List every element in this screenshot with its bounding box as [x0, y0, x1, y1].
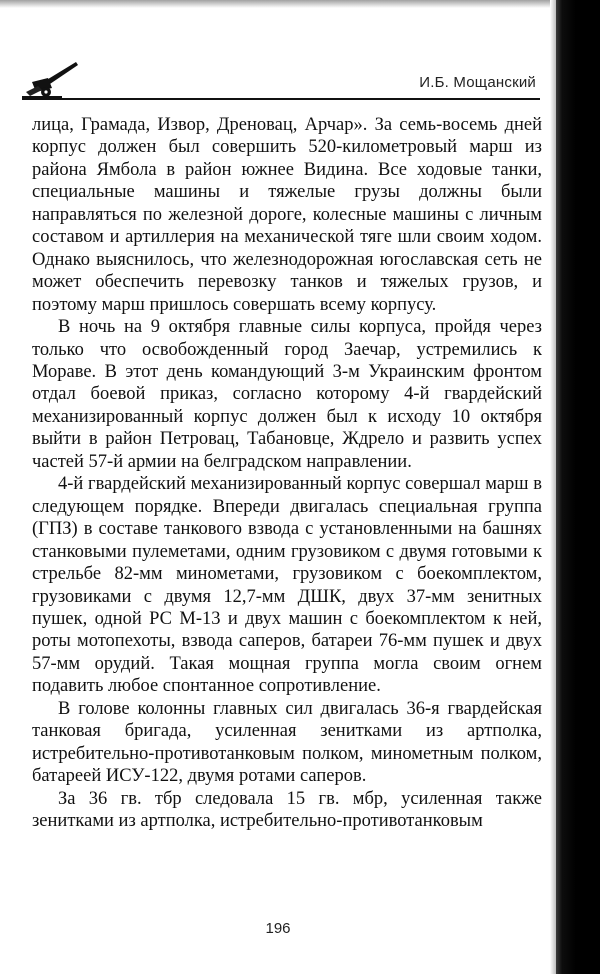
book-spine: [556, 0, 600, 974]
paragraph: За 36 гв. тбр следовала 15 гв. мбр, усиленная также зенитками из артполка, истребительно-противотанковым: [32, 788, 542, 832]
paragraph: В голове колонны главных сил двигалась 36-я гвардейская танковая бригада, усиленная зенитками из артполка, истребительно-противотанковым полком, минометным полком, батареей ИСУ-122, двумя ротами саперов.: [32, 698, 542, 787]
paragraph: 4-й гвардейский механизированный корпус совершал марш в следующем порядке. Впереди двигалась специальная группа (ГПЗ) в составе танкового взвода с установленными на башнях станковыми пулеметами, одним грузовиком с двумя готовыми к стрельбе 82-мм минометами, грузовиком с боекомплектом, грузовиками с двумя 12,7-мм ДШК, двух 37-мм зенитных пушек, одной РС М-13 и двух машин с боекомплектом к ней, роты мотопехоты, взвода саперов, батареи 76-мм пушек и двух 57-мм орудий. Такая мощная группа могла своим огнем подавить любое спонтанное сопротивление.: [32, 474, 542, 697]
running-header: [22, 56, 540, 100]
scan-top-shadow: [0, 0, 556, 8]
header-rule: [22, 98, 540, 100]
cannon-icon: [22, 56, 82, 98]
page-body-text: [32, 114, 542, 833]
paragraph: В ночь на 9 октября главные силы корпуса, пройдя через только что освобожденный город Заечар, устремились к Мораве. В этот день командующий 3-м Украинским фронтом отдал боевой приказ, согласно которому 4-й гвардейский механизированный корпус должен был к исходу 10 октября выйти в район Петровац, Табановце, Ждрело и развить успех частей 57-й армии на белградском направлении.: [32, 317, 542, 472]
paragraph: лица, Грамада, Извор, Дреновац, Арчар». За семь-восемь дней корпус должен был совершить 520-километровый марш из района Ямбола в район южнее Видина. Все ходовые танки, специальные машины и тяжелые грузы должны были направляться по железной дороге, колесные машины с личным составом и артиллерия на механической тяге шли своим ходом. Однако выяснилось, что железнодорожная югославская сеть не может обеспечить перевозку танков и тяжелых грузов, и поэтому марш пришлось совершать всему корпусу.: [32, 115, 542, 315]
header-author: И.Б. Мощанский: [419, 74, 536, 91]
page-number: 196: [265, 920, 291, 937]
